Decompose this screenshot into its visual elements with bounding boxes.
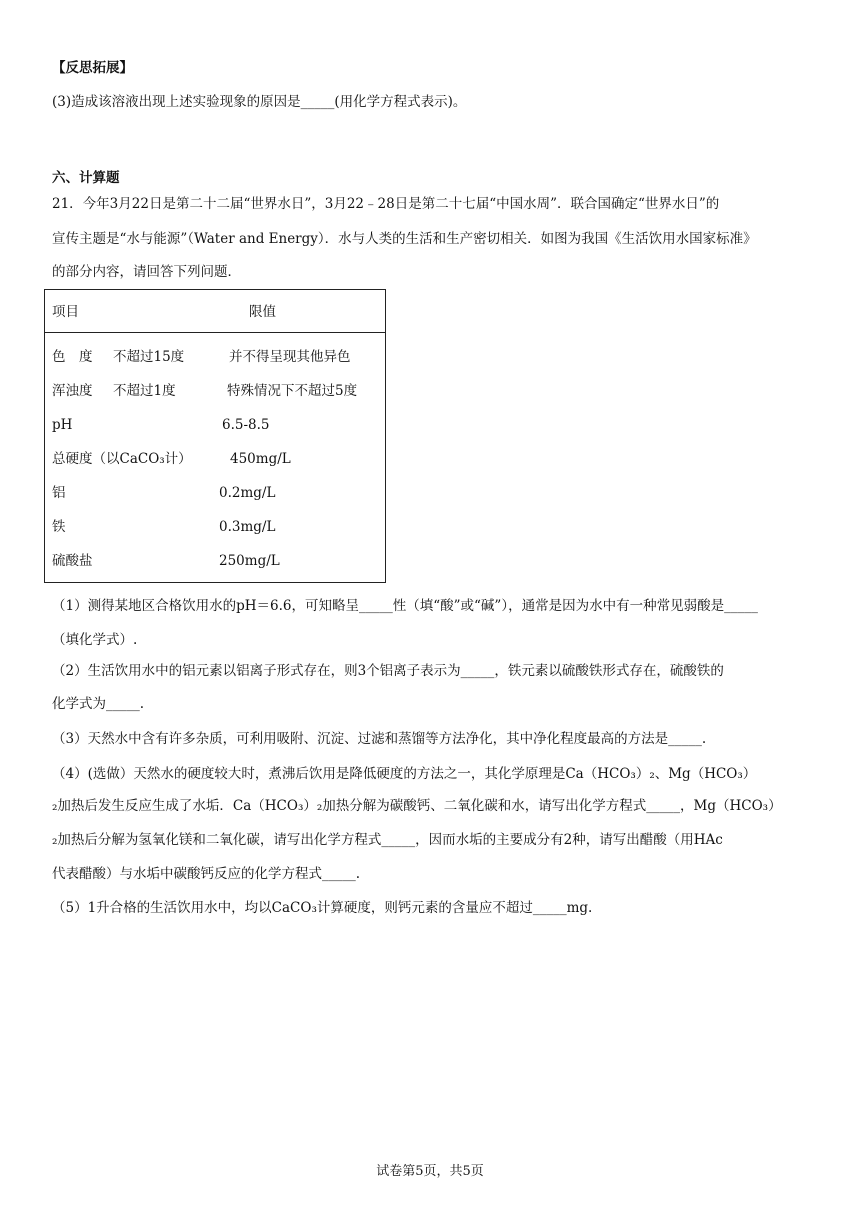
table-header-item: 项目 <box>52 304 79 320</box>
table-row-note: 特殊情况下不超过5度 <box>227 383 358 399</box>
table-row-note: 并不得呈现其他异色 <box>229 349 351 365</box>
table-row-limit: 0.3mg/L <box>219 519 276 535</box>
subquestion-4-line-2: ₂加热后发生反应生成了水垢．Ca（HCO₃）₂加热分解为碳酸钙、二氧化碳和水，请写出化学方程式_____，Mg（HCO₃） <box>52 798 782 814</box>
table-row-limit: 0.2mg/L <box>219 485 276 501</box>
section-calc-heading: 六、计算题 <box>52 170 120 186</box>
table-row-item: pH <box>52 417 73 433</box>
page-footer: 试卷第5页，共5页 <box>376 1164 484 1179</box>
question-21-line-3: 的部分内容，请回答下列问题． <box>52 264 241 280</box>
table-row-limit: 不超过15度 <box>113 349 185 365</box>
subquestion-1-line-2: （填化学式）. <box>52 632 138 648</box>
table-row-limit: 不超过1度 <box>113 383 176 399</box>
table-row-limit: 6.5-8.5 <box>222 417 270 433</box>
question-21-line-2: 宣传主题是“水与能源”（Water and Energy）．水与人类的生活和生产密切相关．如图为我国《生活饮用水国家标准》 <box>52 231 757 247</box>
question-3-reflect: (3)造成该溶液出现上述实验现象的原因是_____(用化学方程式表示)。 <box>52 94 467 110</box>
table-row-item: 铁 <box>52 519 66 535</box>
table-header-limit: 限值 <box>249 304 276 320</box>
table-row-item: 铝 <box>52 485 66 501</box>
subquestion-3-line-1: （3）天然水中含有许多杂质，可利用吸附、沉淀、过滤和蒸馏等方法净化，其中净化程度最高的方法是_____. <box>52 731 707 747</box>
section-reflect-heading: 【反思拓展】 <box>52 60 133 76</box>
table-row-limit: 250mg/L <box>219 553 280 569</box>
subquestion-2-line-2: 化学式为_____. <box>52 696 145 712</box>
table-row-item: 色 度 <box>52 349 93 365</box>
subquestion-1-line-1: （1）测得某地区合格饮用水的pH＝6.6，可知略呈_____性（填“酸”或“碱”），通常是因为水中有一种常见弱酸是_____ <box>52 598 758 614</box>
water-standard-table-header <box>44 289 386 333</box>
subquestion-5-line-1: （5）1升合格的生活饮用水中，均以CaCO₃计算硬度，则钙元素的含量应不超过_____mg. <box>52 900 593 916</box>
water-standard-table <box>44 289 386 583</box>
subquestion-2-line-1: （2）生活饮用水中的铝元素以铝离子形式存在，则3个铝离子表示为_____，铁元素以硫酸铁形式存在，硫酸铁的 <box>52 663 724 679</box>
question-21-line-1: 21．今年3月22日是第二十二届“世界水日”，3月22﹣28日是第二十七届“中国水周”．联合国确定“世界水日”的 <box>52 196 720 212</box>
subquestion-4-line-4: 代表醋酸）与水垢中碳酸钙反应的化学方程式_____. <box>52 866 361 882</box>
table-row-item: 浑浊度 <box>52 383 93 399</box>
table-row-item: 硫酸盐 <box>52 553 93 569</box>
table-row-item: 总硬度（以CaCO₃计） <box>52 451 192 467</box>
subquestion-4-line-3: ₂加热后分解为氢氧化镁和二氧化碳，请写出化学方程式_____，因而水垢的主要成分有2种，请写出醋酸（用HAc <box>52 832 723 848</box>
subquestion-4-line-1: （4）(选做）天然水的硬度较大时，煮沸后饮用是降低硬度的方法之一，其化学原理是Ca（HCO₃）₂、Mg（HCO₃） <box>52 766 757 782</box>
table-row-limit: 450mg/L <box>230 451 291 467</box>
